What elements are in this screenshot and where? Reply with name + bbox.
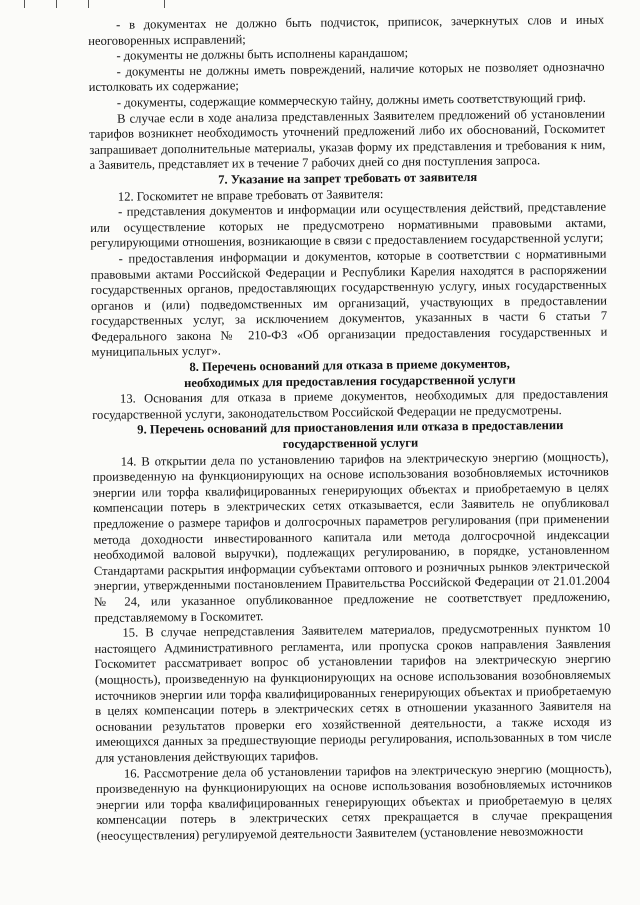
section-heading-8-line1: 8. Перечень оснований для отказа в приеме документов, — [189, 356, 510, 375]
paragraph-14: 14. В открытии дела по установлению тарифов на электрическую энергию (мощность), произведенную на функционирующих на основе использования возобновляемых источников энергии или торфа квалифицированных генерирующих объектах и приобретаемую в целях компенсации потерь в электрических сетях отказывается, если Заявитель не опубликовал предложение о размере тарифов и долгосрочных параметров регулирования (при применении метода доходности инвестированного капитала или метода долгосрочной индексации необходимой валовой выручки), подлежащих регулированию, в порядке, установленном Стандартами раскрытия информации субъектами оптового и розничных рынков электрической энергии, утвержденными постановлением Правительства Российской Федерации от 21.01.2004 № 24, или указанное опубликованное предложение не соответствует предложению, представляемому в Госкомитет. — [92, 449, 611, 625]
scan-mark — [164, 0, 165, 8]
document-page — [88, 13, 613, 845]
section-heading-7: 7. Указание на запрет требовать от заявителя — [218, 169, 478, 187]
scan-mark — [24, 0, 25, 8]
list-item: - документы не должны иметь повреждений, наличие которых не позволяет однозначно истолковать их содержание; — [88, 59, 605, 95]
section-heading-8-line2: необходимых для предоставления государственной услуги — [184, 372, 516, 390]
paragraph-13: 13. Основания для отказа в приеме документов, необходимых для предоставления государственной услуги, законодательством Российской Федерации не предусмотрены. — [92, 386, 609, 422]
section-heading-9-line2: государственной услуги — [282, 435, 419, 452]
scan-mark — [88, 0, 89, 8]
paragraph-12-a: - представления документов и информации или осуществления действий, представление или осуществление которых не предусмотрено нормативными правовыми актами, регулирующими отношения, возникающие в связи с предоставлением государственной услуги; — [90, 199, 607, 251]
list-item: - документы не должны быть исполнены карандашом; — [116, 45, 409, 63]
paragraph-request: В случае если в ходе анализа представленных Заявителем предложений об установлении тарифов возникнет необходимость уточнений предложений либо их обоснований, Госкомитет запрашивает дополнительные материалы, указав форму их представления и требования к ним, а Заявитель, представляет их в течение 7 рабочих дней со дня поступления запроса. — [89, 106, 606, 173]
list-item: - в документах не должно быть подчисток, приписок, зачеркнутых слов и иных неоговоренных исправлений; — [88, 12, 605, 48]
paragraph-16: 16. Рассмотрение дела об установлении тарифов на электрическую энергию (мощность), произведенную на функционирующих на основе использования возобновляемых источников энергии или торфа квалифицированных генерирующих объектах и приобретаемую в целях компенсации потерь в электрических сетях прекращается в случае прекращения (неосуществления) регулируемой деятельности Заявителем (установление невозможности — [96, 761, 613, 843]
paragraph-12-b: - предоставления информации и документов, которые в соответствии с нормативными правовыми актами Российской Федерации и Республики Карелия находятся в распоряжении государственных органов, предоставляющих государственную услугу, иных государственных органов и (или) подведомственных им организаций, участвующих в предоставлении государственных услуг, за исключением документов, указанных в части 6 статьи 7 Федерального закона № 210-ФЗ «Об организации предоставления государственных и муниципальных услуг». — [90, 246, 608, 360]
paragraph-12-intro: 12. Госкомитет не вправе требовать от Заявителя: — [117, 186, 384, 204]
list-item: - документы, содержащие коммерческую тайну, должны иметь соответствующий гриф. — [116, 90, 586, 110]
paragraph-15: 15. В случае непредставления Заявителем материалов, предусмотренных пунктом 10 настоящего Административного регламента, или пропуска сроков направления Заявления Госкомитет рассматривает вопрос об установлении тарифов на электрическую энергию (мощность), произведенную на функционирующих на основе использования возобновляемых источников энергии или торфа квалифицированных генерирующих объектах и приобретаемую в целях компенсации потерь в электрических сетях в отношении указанного Заявителя на основании результатов проверки его хозяйственной деятельности, а также исходя из имеющихся данных за предшествующие периоды регулирования, использованных в том числе для установления действующих тарифов. — [94, 620, 612, 765]
scan-mark — [56, 0, 57, 8]
section-heading-9-line1: 9. Перечень оснований для приостановления или отказа в предоставлении — [137, 418, 564, 437]
scan-top-marks — [0, 0, 640, 8]
